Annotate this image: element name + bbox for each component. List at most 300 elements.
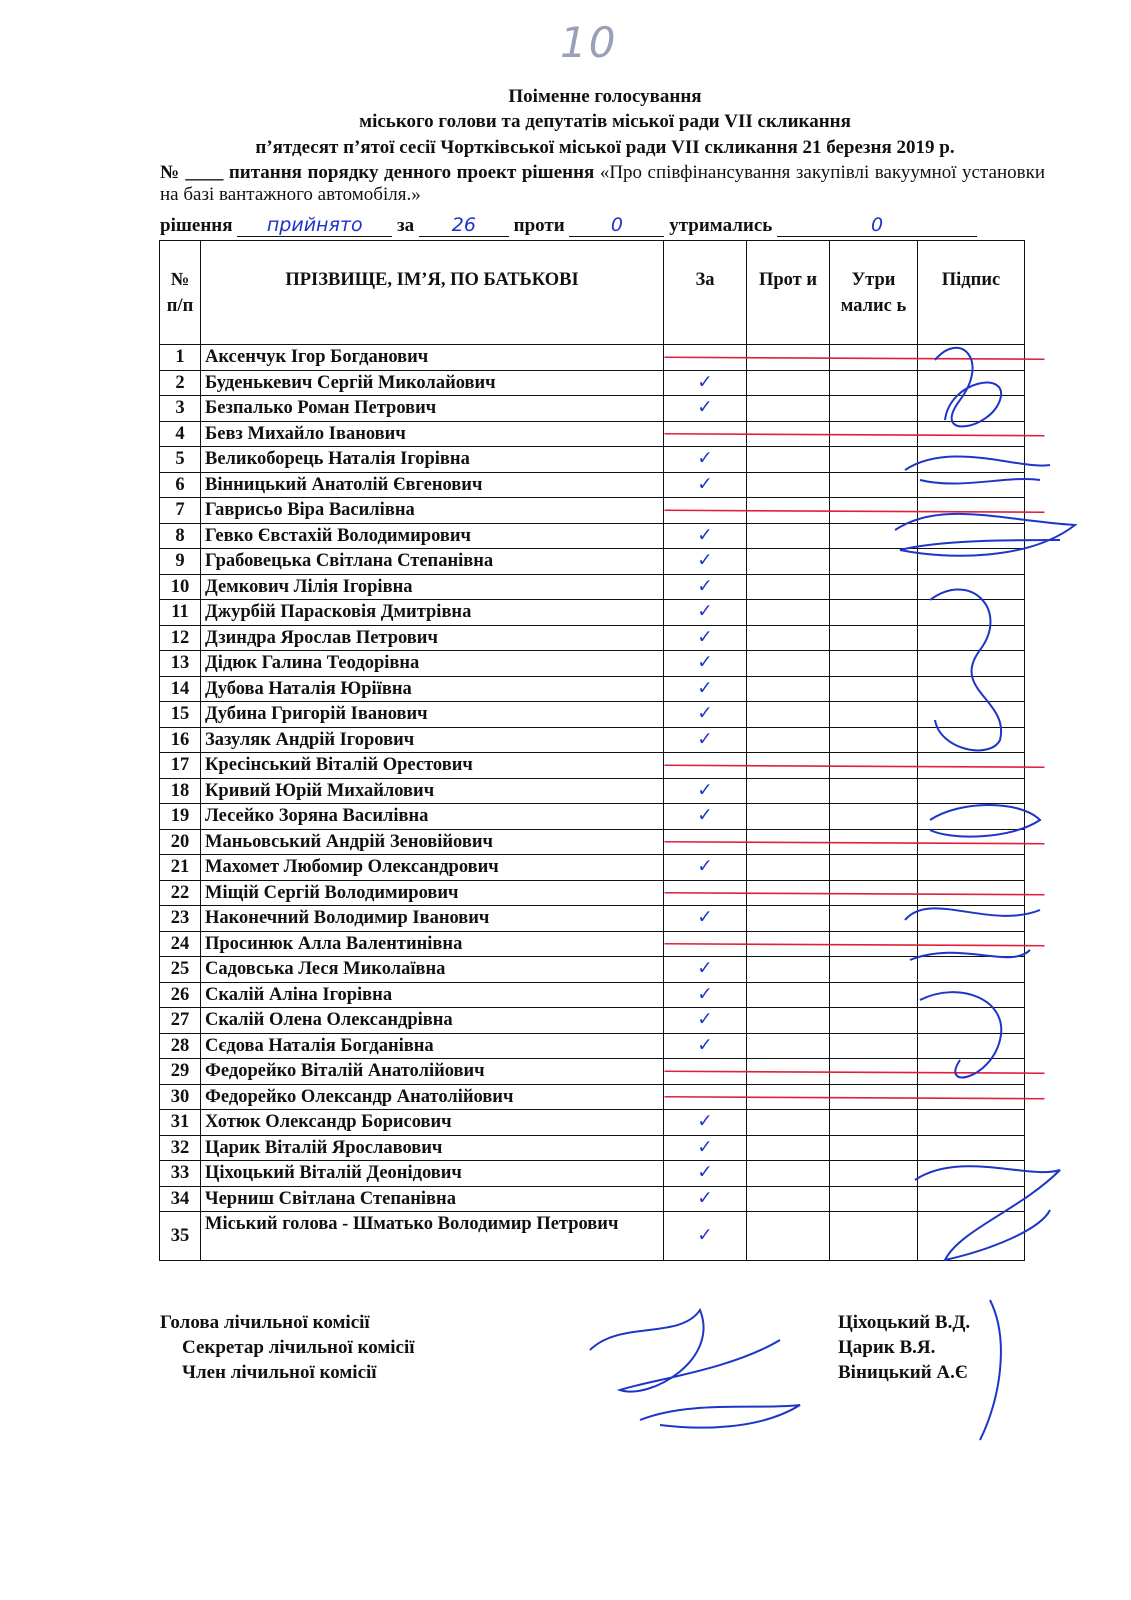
vote-abstained-cell	[830, 523, 918, 549]
table-row	[160, 396, 1025, 422]
vote-against-cell	[747, 829, 830, 855]
member-name: Хотюк Олександр Борисович	[201, 1110, 664, 1136]
vote-against-cell	[747, 1084, 830, 1110]
vote-against-cell	[747, 549, 830, 575]
vote-abstained-cell	[830, 651, 918, 677]
row-number: 18	[160, 778, 201, 804]
member-name: Джурбій Парасковія Дмитрівна	[201, 600, 664, 626]
member-name: Скалій Аліна Ігорівна	[201, 982, 664, 1008]
vote-abstained-cell	[830, 1212, 918, 1261]
member-name: Гаврисьо Віра Василівна	[201, 498, 664, 524]
vote-abstained-cell	[830, 855, 918, 881]
session-line: п’ятдесят п’ятої сесії Чортківської міської ради VII скликання 21 березня 2019 р.	[255, 137, 955, 158]
vote-for-cell	[664, 396, 747, 422]
table-row	[160, 574, 1025, 600]
vote-against-cell	[747, 676, 830, 702]
vote-abstained-cell	[830, 957, 918, 983]
vote-abstained-cell	[830, 906, 918, 932]
commission-signature-scribble	[640, 1405, 800, 1428]
agenda-question	[160, 162, 1045, 206]
vote-abstained-cell	[830, 702, 918, 728]
handwritten-page-number: 10	[560, 18, 618, 67]
vote-for-cell	[664, 345, 747, 371]
member-name: Віницький А.Є	[838, 1362, 968, 1383]
vote-abstained-cell	[830, 1135, 918, 1161]
vote-against-cell	[747, 880, 830, 906]
table-row	[160, 421, 1025, 447]
member-name: Дубова Наталія Юріївна	[201, 676, 664, 702]
table-row	[160, 1008, 1025, 1034]
vote-abstained-cell	[830, 345, 918, 371]
vote-abstained-cell	[830, 778, 918, 804]
vote-against-cell	[747, 778, 830, 804]
member-name: Махомет Любомир Олександрович	[201, 855, 664, 881]
member-name: Буденькевич Сергій Миколайович	[201, 370, 664, 396]
table-row	[160, 931, 1025, 957]
vote-for-cell	[664, 1212, 747, 1261]
member-name: Гевко Євстахій Володимирович	[201, 523, 664, 549]
signature-cell	[918, 727, 1025, 753]
checkmark-icon: ✓	[697, 473, 713, 495]
secretary-label: Секретар лічильної комісії	[182, 1337, 415, 1358]
table-row	[160, 1110, 1025, 1136]
vote-abstained-cell	[830, 753, 918, 779]
row-number: 21	[160, 855, 201, 881]
checkmark-icon: ✓	[697, 524, 713, 546]
vote-for-cell	[664, 957, 747, 983]
vote-for-cell	[664, 651, 747, 677]
row-number: 14	[160, 676, 201, 702]
row-number: 3	[160, 396, 201, 422]
commission-signature-scribble	[590, 1310, 780, 1392]
vote-against-cell	[747, 1059, 830, 1085]
vote-against-cell	[747, 702, 830, 728]
row-number: 13	[160, 651, 201, 677]
document-title: Поіменне голосування	[508, 86, 702, 107]
signature-cell	[918, 1033, 1025, 1059]
signature-cell	[918, 1084, 1025, 1110]
signature-cell	[918, 753, 1025, 779]
signature-cell	[918, 396, 1025, 422]
checkmark-icon: ✓	[697, 601, 713, 623]
member-name: Бевз Михайло Іванович	[201, 421, 664, 447]
table-row	[160, 982, 1025, 1008]
member-name: Безпалько Роман Петрович	[201, 396, 664, 422]
signature-cell	[918, 702, 1025, 728]
vote-for-cell	[664, 600, 747, 626]
vote-abstained-cell	[830, 498, 918, 524]
signature-cell	[918, 982, 1025, 1008]
vote-abstained-cell	[830, 396, 918, 422]
row-number: 31	[160, 1110, 201, 1136]
vote-against-cell	[747, 1135, 830, 1161]
vote-for-cell	[664, 1186, 747, 1212]
vote-for-cell	[664, 982, 747, 1008]
table-row	[160, 600, 1025, 626]
vote-for-cell	[664, 804, 747, 830]
for-label: за	[397, 215, 415, 236]
member-name: Вінницький Анатолій Євгенович	[201, 472, 664, 498]
signature-cell	[918, 651, 1025, 677]
table-row	[160, 778, 1025, 804]
table-row	[160, 676, 1025, 702]
table-row	[160, 855, 1025, 881]
table-body	[160, 345, 1025, 1261]
vote-for-cell	[664, 778, 747, 804]
row-number: 12	[160, 625, 201, 651]
signature-cell	[918, 880, 1025, 906]
vote-against-cell	[747, 727, 830, 753]
table-row	[160, 1059, 1025, 1085]
signature-cell	[918, 600, 1025, 626]
vote-for-cell	[664, 1033, 747, 1059]
row-number: 30	[160, 1084, 201, 1110]
table-row	[160, 829, 1025, 855]
table-row	[160, 1186, 1025, 1212]
decision-label: рішення	[160, 215, 233, 236]
for-count: 26	[419, 214, 509, 237]
signature-cell	[918, 447, 1025, 473]
vote-abstained-cell	[830, 1186, 918, 1212]
checkmark-icon: ✓	[697, 703, 713, 725]
table-row	[160, 804, 1025, 830]
signature-cell	[918, 1161, 1025, 1187]
signature-cell	[918, 549, 1025, 575]
vote-for-cell	[664, 1161, 747, 1187]
secretary-name: Царик В.Я.	[838, 1337, 936, 1358]
signature-cell	[918, 574, 1025, 600]
row-number: 8	[160, 523, 201, 549]
checkmark-icon: ✓	[697, 550, 713, 572]
vote-abstained-cell	[830, 804, 918, 830]
vote-against-cell	[747, 523, 830, 549]
checkmark-icon: ✓	[697, 397, 713, 419]
signature-cell	[918, 829, 1025, 855]
row-number: 23	[160, 906, 201, 932]
vote-against-cell	[747, 1186, 830, 1212]
signature-cell	[918, 1186, 1025, 1212]
member-name: Лесейко Зоряна Василівна	[201, 804, 664, 830]
checkmark-icon: ✓	[697, 448, 713, 470]
signature-cell	[918, 498, 1025, 524]
member-name: Дзиндра Ярослав Петрович	[201, 625, 664, 651]
row-number: 2	[160, 370, 201, 396]
row-number: 16	[160, 727, 201, 753]
vote-for-cell	[664, 498, 747, 524]
vote-for-cell	[664, 1135, 747, 1161]
checkmark-icon: ✓	[697, 1009, 713, 1031]
row-number: 17	[160, 753, 201, 779]
signature-cell	[918, 1008, 1025, 1034]
signature-cell	[918, 1110, 1025, 1136]
vote-for-cell	[664, 472, 747, 498]
row-number: 15	[160, 702, 201, 728]
member-name: Сєдова Наталія Богданівна	[201, 1033, 664, 1059]
member-name: Скалій Олена Олександрівна	[201, 1008, 664, 1034]
vote-against-cell	[747, 1110, 830, 1136]
vote-for-cell	[664, 855, 747, 881]
vote-against-cell	[747, 396, 830, 422]
row-number: 29	[160, 1059, 201, 1085]
member-name: Царик Віталій Ярославович	[201, 1135, 664, 1161]
member-name: Просинюк Алла Валентинівна	[201, 931, 664, 957]
vote-against-cell	[747, 600, 830, 626]
checkmark-icon: ✓	[697, 1034, 713, 1056]
vote-against-cell	[747, 574, 830, 600]
vote-for-cell	[664, 1059, 747, 1085]
checkmark-icon: ✓	[697, 371, 713, 393]
commission-signature-scribble	[980, 1300, 1001, 1440]
vote-against-cell	[747, 447, 830, 473]
member-name: Ціхоцький Віталій Деонідович	[201, 1161, 664, 1187]
vote-against-cell	[747, 498, 830, 524]
decision-summary	[160, 214, 977, 237]
member-name: Кривий Юрій Михайлович	[201, 778, 664, 804]
vote-for-cell	[664, 523, 747, 549]
member-name: Дідюк Галина Теодорівна	[201, 651, 664, 677]
row-number: 6	[160, 472, 201, 498]
abstained-label: утримались	[669, 215, 773, 236]
row-number: 10	[160, 574, 201, 600]
vote-against-cell	[747, 1008, 830, 1034]
header-number: № п/п	[160, 241, 201, 345]
table-row	[160, 727, 1025, 753]
vote-abstained-cell	[830, 1110, 918, 1136]
signature-cell	[918, 1135, 1025, 1161]
checkmark-icon: ✓	[697, 1162, 713, 1184]
vote-abstained-cell	[830, 472, 918, 498]
row-number: 28	[160, 1033, 201, 1059]
vote-for-cell	[664, 625, 747, 651]
member-name: Маньовський Андрій Зеновійович	[201, 829, 664, 855]
table-row	[160, 472, 1025, 498]
vote-for-cell	[664, 906, 747, 932]
checkmark-icon: ✓	[697, 1111, 713, 1133]
row-number: 20	[160, 829, 201, 855]
chair-label: Голова лічильної комісії	[160, 1312, 370, 1333]
member-name: Федорейко Віталій Анатолійович	[201, 1059, 664, 1085]
table-row	[160, 906, 1025, 932]
vote-against-cell	[747, 982, 830, 1008]
signature-cell	[918, 804, 1025, 830]
signature-cell	[918, 625, 1025, 651]
signature-cell	[918, 472, 1025, 498]
table-row	[160, 625, 1025, 651]
table-row	[160, 1161, 1025, 1187]
member-name: Садовська Леся Миколаївна	[201, 957, 664, 983]
row-number: 19	[160, 804, 201, 830]
member-name: Міський голова - Шматько Володимир Петрович	[201, 1212, 664, 1261]
vote-abstained-cell	[830, 549, 918, 575]
table-row	[160, 523, 1025, 549]
header-name: ПРІЗВИЩЕ, ІМ’Я, ПО БАТЬКОВІ	[201, 241, 664, 345]
header-for: За	[664, 241, 747, 345]
vote-abstained-cell	[830, 421, 918, 447]
row-number: 1	[160, 345, 201, 371]
table-row	[160, 1033, 1025, 1059]
vote-for-cell	[664, 549, 747, 575]
signature-cell	[918, 906, 1025, 932]
row-number: 27	[160, 1008, 201, 1034]
vote-abstained-cell	[830, 625, 918, 651]
checkmark-icon: ✓	[697, 779, 713, 801]
vote-against-cell	[747, 855, 830, 881]
row-number: 25	[160, 957, 201, 983]
table-row	[160, 1084, 1025, 1110]
vote-for-cell	[664, 1110, 747, 1136]
vote-against-cell	[747, 753, 830, 779]
table-row	[160, 447, 1025, 473]
vote-abstained-cell	[830, 574, 918, 600]
member-name: Зазуляк Андрій Ігорович	[201, 727, 664, 753]
vote-for-cell	[664, 880, 747, 906]
signature-cell	[918, 1212, 1025, 1261]
chair-name: Ціхоцький В.Д.	[838, 1312, 971, 1333]
checkmark-icon: ✓	[697, 575, 713, 597]
signature-cell	[918, 421, 1025, 447]
member-name: Федорейко Олександр Анатолійович	[201, 1084, 664, 1110]
member-name: Наконечний Володимир Іванович	[201, 906, 664, 932]
signature-cell	[918, 676, 1025, 702]
vote-against-cell	[747, 931, 830, 957]
row-number: 9	[160, 549, 201, 575]
row-number: 33	[160, 1161, 201, 1187]
row-number: 22	[160, 880, 201, 906]
vote-for-cell	[664, 421, 747, 447]
vote-abstained-cell	[830, 1161, 918, 1187]
row-number: 5	[160, 447, 201, 473]
vote-abstained-cell	[830, 931, 918, 957]
vote-against-cell	[747, 1212, 830, 1261]
member-name: Демкович Лілія Ігорівна	[201, 574, 664, 600]
row-number: 26	[160, 982, 201, 1008]
row-number: 7	[160, 498, 201, 524]
member-name: Великоборець Наталія Ігорівна	[201, 447, 664, 473]
checkmark-icon: ✓	[697, 677, 713, 699]
table-row	[160, 345, 1025, 371]
vote-abstained-cell	[830, 727, 918, 753]
row-number: 11	[160, 600, 201, 626]
vote-for-cell	[664, 1084, 747, 1110]
vote-against-cell	[747, 370, 830, 396]
table-header-row	[160, 241, 1025, 345]
vote-for-cell	[664, 447, 747, 473]
table-row	[160, 370, 1025, 396]
member-name: Черниш Світлана Степанівна	[201, 1186, 664, 1212]
vote-for-cell	[664, 931, 747, 957]
checkmark-icon: ✓	[697, 652, 713, 674]
row-number: 35	[160, 1212, 201, 1261]
vote-abstained-cell	[830, 600, 918, 626]
vote-abstained-cell	[830, 1084, 918, 1110]
checkmark-icon: ✓	[697, 626, 713, 648]
vote-against-cell	[747, 804, 830, 830]
vote-for-cell	[664, 727, 747, 753]
signature-cell	[918, 370, 1025, 396]
signature-cell	[918, 345, 1025, 371]
vote-abstained-cell	[830, 829, 918, 855]
signature-cell	[918, 931, 1025, 957]
table-row	[160, 651, 1025, 677]
checkmark-icon: ✓	[697, 958, 713, 980]
vote-for-cell	[664, 829, 747, 855]
signature-cell	[918, 523, 1025, 549]
row-number: 32	[160, 1135, 201, 1161]
vote-for-cell	[664, 702, 747, 728]
vote-against-cell	[747, 345, 830, 371]
vote-against-cell	[747, 625, 830, 651]
vote-for-cell	[664, 1008, 747, 1034]
roll-call-table	[159, 240, 1025, 1261]
table-row	[160, 702, 1025, 728]
header-abstained: Утри малис ь	[830, 241, 918, 345]
checkmark-icon: ✓	[697, 1187, 713, 1209]
checkmark-icon: ✓	[697, 1225, 713, 1246]
vote-abstained-cell	[830, 1033, 918, 1059]
table-row	[160, 753, 1025, 779]
row-number: 34	[160, 1186, 201, 1212]
checkmark-icon: ✓	[697, 728, 713, 750]
table-row	[160, 549, 1025, 575]
vote-abstained-cell	[830, 676, 918, 702]
row-number: 4	[160, 421, 201, 447]
checkmark-icon: ✓	[697, 805, 713, 827]
question-prefix: № ____ питання порядку денного проект рішення	[160, 162, 595, 183]
table-row	[160, 1212, 1025, 1261]
vote-against-cell	[747, 651, 830, 677]
vote-against-cell	[747, 1033, 830, 1059]
against-count: 0	[569, 214, 664, 237]
signature-cell	[918, 855, 1025, 881]
signature-cell	[918, 778, 1025, 804]
vote-for-cell	[664, 574, 747, 600]
table-row	[160, 880, 1025, 906]
member-name: Кресінський Віталій Орестович	[201, 753, 664, 779]
member-name: Грабовецька Світлана Степанівна	[201, 549, 664, 575]
vote-against-cell	[747, 421, 830, 447]
vote-for-cell	[664, 753, 747, 779]
header-signature: Підпис	[918, 241, 1025, 345]
vote-abstained-cell	[830, 982, 918, 1008]
vote-for-cell	[664, 370, 747, 396]
vote-against-cell	[747, 472, 830, 498]
header-against: Прот и	[747, 241, 830, 345]
vote-abstained-cell	[830, 1059, 918, 1085]
checkmark-icon: ✓	[697, 1136, 713, 1158]
question-text: «Про співфінансування закупівлі вакуумної установки на базі вантажного автомобіля.»	[160, 162, 1045, 205]
member-label: Член лічильної комісії	[182, 1362, 377, 1383]
checkmark-icon: ✓	[697, 856, 713, 878]
vote-against-cell	[747, 1161, 830, 1187]
table-row	[160, 957, 1025, 983]
checkmark-icon: ✓	[697, 983, 713, 1005]
checkmark-icon: ✓	[697, 907, 713, 929]
row-number: 24	[160, 931, 201, 957]
vote-abstained-cell	[830, 370, 918, 396]
document-subtitle: міського голови та депутатів міської ради VII скликання	[359, 111, 851, 132]
vote-abstained-cell	[830, 880, 918, 906]
member-name: Дубина Григорій Іванович	[201, 702, 664, 728]
vote-against-cell	[747, 906, 830, 932]
signature-cell	[918, 1059, 1025, 1085]
member-name: Аксенчук Ігор Богданович	[201, 345, 664, 371]
signature-cell	[918, 957, 1025, 983]
member-name: Міщій Сергій Володимирович	[201, 880, 664, 906]
vote-for-cell	[664, 676, 747, 702]
vote-abstained-cell	[830, 1008, 918, 1034]
table-row	[160, 498, 1025, 524]
abstained-count: 0	[777, 214, 977, 237]
